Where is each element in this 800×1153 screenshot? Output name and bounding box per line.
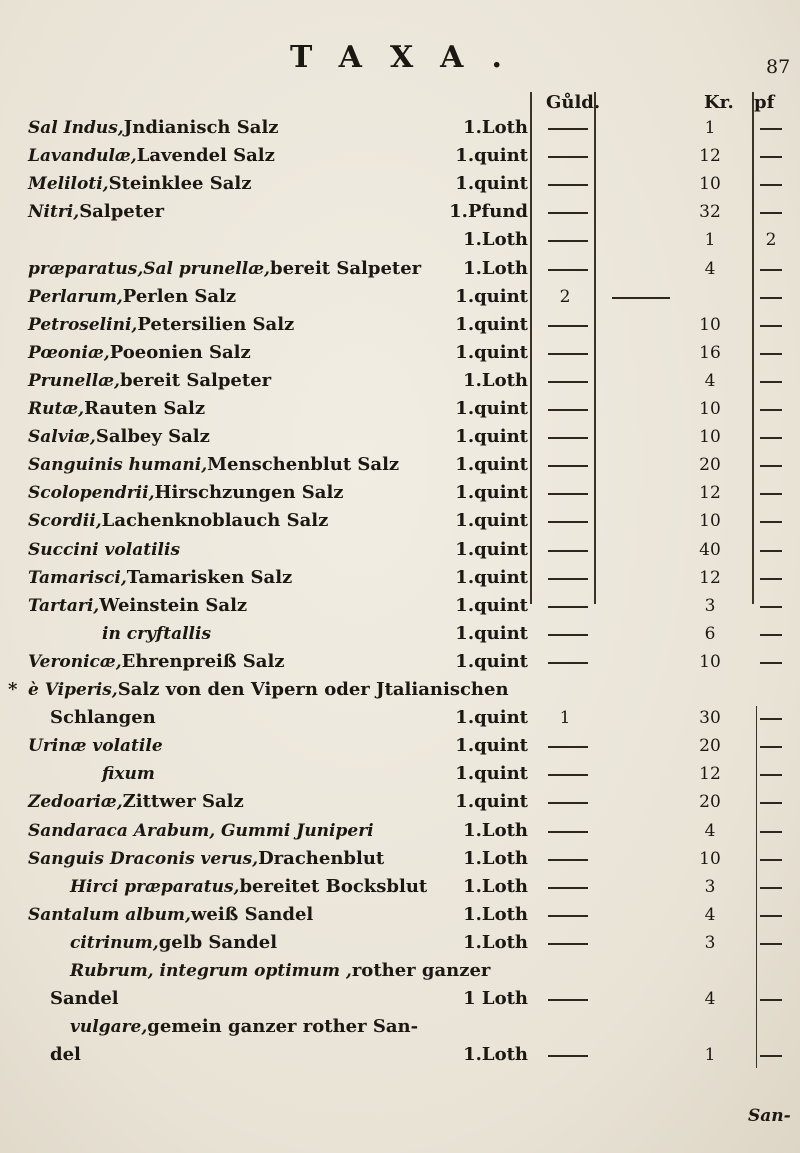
- blank-dash: [760, 550, 782, 552]
- latin-name: Perlarum,: [28, 286, 123, 307]
- kreuzer-value: 4: [704, 820, 716, 841]
- column-header-kreuzer: Kr.: [704, 92, 734, 113]
- blank-dash: [760, 325, 782, 327]
- latin-name: Tamarisci,: [28, 567, 127, 588]
- latin-name: Salviæ,: [28, 427, 96, 448]
- kreuzer-value: 12: [699, 483, 721, 504]
- table-row: [0, 285, 800, 309]
- kreuzer-value: 10: [699, 511, 721, 532]
- entry-name: [28, 369, 271, 393]
- entry-name: [28, 425, 210, 449]
- quantity: 1.Loth: [463, 1044, 528, 1066]
- latin-name: Rubrum, integrum optimum ,: [70, 961, 352, 981]
- table-row: [0, 959, 800, 983]
- german-name: Ehrenpreiß Salz: [121, 650, 285, 672]
- latin-name: Scordii,: [28, 511, 102, 532]
- quantity: 1.quint: [455, 313, 528, 335]
- entry-name: [28, 903, 313, 927]
- latin-name: Pœoniæ,: [28, 342, 110, 363]
- german-name: weiß Sandel: [190, 903, 314, 925]
- table-row: [0, 903, 800, 927]
- german-name: Rauten Salz: [84, 398, 206, 419]
- table-row: [0, 369, 800, 393]
- german-name: Salpeter: [79, 201, 164, 223]
- blank-dash: [548, 156, 588, 158]
- latin-name: Santalum album,: [28, 904, 191, 925]
- entry-name: [50, 987, 119, 1011]
- table-row: [0, 257, 800, 281]
- entry-name: [28, 594, 247, 618]
- blank-dash: [548, 240, 588, 242]
- table-row: [0, 987, 800, 1011]
- asterisk-mark: *: [8, 679, 18, 700]
- kreuzer-value: 3: [704, 932, 716, 953]
- blank-dash: [760, 802, 782, 804]
- blank-dash: [760, 269, 782, 271]
- table-row: [0, 453, 800, 477]
- entry-name: [28, 790, 244, 814]
- quantity: 1.quint: [455, 341, 528, 363]
- kreuzer-value: 10: [699, 651, 721, 672]
- blank-dash: [760, 634, 782, 636]
- table-row: [0, 228, 800, 252]
- entry-name: [70, 875, 427, 899]
- latin-name: Nitri,: [28, 202, 80, 223]
- table-row: [0, 594, 800, 618]
- kreuzer-value: 10: [699, 314, 721, 335]
- page-number: 87: [766, 56, 791, 78]
- entry-name: [28, 847, 384, 871]
- table-row: [0, 172, 800, 196]
- kreuzer-value: 10: [699, 399, 721, 419]
- kreuzer-value: 3: [704, 876, 716, 897]
- latin-name: Succini volatilis: [28, 539, 181, 560]
- german-name: Sandel: [50, 988, 119, 1010]
- entry-name: [50, 706, 156, 730]
- blank-dash: [760, 606, 782, 608]
- german-name: gelb Sandel: [158, 931, 278, 953]
- entry-name: [28, 509, 328, 533]
- german-name: Schlangen: [50, 707, 156, 729]
- entry-name: [70, 1015, 418, 1039]
- blank-dash: [548, 437, 588, 439]
- quantity: 1.quint: [455, 173, 528, 195]
- quantity: 1.Loth: [463, 229, 528, 251]
- blank-dash: [760, 831, 782, 833]
- blank-dash: [548, 746, 588, 748]
- kreuzer-value: 10: [699, 174, 721, 195]
- kreuzer-value: 32: [699, 202, 721, 223]
- kreuzer-value: 10: [699, 427, 721, 448]
- blank-dash: [548, 184, 588, 186]
- pfennig-value: 2: [765, 230, 777, 251]
- quantity: 1 Loth: [463, 988, 528, 1010]
- latin-name: Petroselini,: [28, 314, 138, 335]
- latin-name: Meliloti,: [28, 174, 109, 195]
- quantity: 1.quint: [455, 707, 528, 729]
- german-name: bereitet Bocksblut: [239, 875, 428, 897]
- german-name: Menschenblut Salz: [207, 454, 400, 476]
- german-name: Zittwer Salz: [122, 791, 244, 813]
- entry-name: [70, 959, 490, 983]
- blank-dash: [760, 521, 782, 523]
- entry-name: [28, 397, 205, 421]
- latin-name: vulgare,: [70, 1017, 148, 1038]
- quantity: 1.quint: [455, 594, 528, 616]
- kreuzer-value: 4: [704, 904, 716, 925]
- german-name: Tamarisken Salz: [126, 566, 293, 588]
- blank-dash: [548, 325, 588, 327]
- entry-name: [28, 200, 164, 224]
- quantity: 1.Pfund: [449, 201, 528, 223]
- latin-name: Scolopendrii,: [28, 483, 155, 504]
- table-row: [0, 481, 800, 505]
- german-name: rother ganzer: [351, 960, 491, 981]
- latin-name: fixum: [102, 764, 155, 785]
- blank-dash: [548, 128, 588, 130]
- table-row: [0, 819, 800, 843]
- kreuzer-value: 12: [699, 146, 721, 167]
- quantity: 1.quint: [455, 566, 528, 588]
- latin-name: Rutæ,: [28, 399, 85, 419]
- table-row: [0, 622, 800, 646]
- latin-name: Hirci præparatus,: [70, 876, 240, 897]
- blank-dash: [548, 578, 588, 580]
- table-row: [0, 116, 800, 140]
- table-row: [0, 144, 800, 168]
- blank-dash: [548, 465, 588, 467]
- column-header-pfennig: pf: [754, 92, 775, 113]
- blank-dash: [548, 550, 588, 552]
- latin-name: præparatus,Sal prunellæ,: [28, 258, 270, 279]
- entry-name: [28, 285, 236, 309]
- table-row: [0, 847, 800, 871]
- entry-name: [28, 678, 509, 702]
- quantity: 1.quint: [455, 650, 528, 672]
- blank-dash: [760, 381, 782, 383]
- quantity: 1.quint: [455, 538, 528, 560]
- entry-name: [28, 819, 374, 843]
- entry-name: [102, 762, 155, 786]
- table-row: [0, 313, 800, 337]
- blank-dash: [760, 212, 782, 214]
- latin-name: in cryftallis: [102, 623, 212, 644]
- blank-dash: [548, 493, 588, 495]
- table-row: [0, 425, 800, 449]
- blank-dash: [760, 887, 782, 889]
- blank-dash: [548, 634, 588, 636]
- blank-dash: [760, 128, 782, 130]
- quantity: 1.Loth: [463, 117, 528, 138]
- kreuzer-value: 4: [704, 370, 716, 391]
- kreuzer-value: 1: [704, 118, 716, 138]
- german-name: gemein ganzer rother San-: [147, 1016, 419, 1038]
- blank-dash: [760, 1055, 782, 1057]
- kreuzer-value: 4: [704, 989, 716, 1010]
- kreuzer-value: 40: [699, 539, 721, 560]
- table-row: [0, 706, 800, 730]
- quantity: 1.Loth: [463, 369, 528, 391]
- blank-dash: [548, 802, 588, 804]
- quantity: 1.quint: [455, 145, 528, 167]
- gulden-value: 2: [559, 286, 571, 307]
- blank-dash: [760, 662, 782, 664]
- blank-dash: [548, 381, 588, 383]
- kreuzer-value: 3: [704, 595, 716, 616]
- entry-name: [28, 257, 421, 281]
- blank-dash: [760, 746, 782, 748]
- blank-dash: [548, 521, 588, 523]
- kreuzer-value: 4: [704, 258, 716, 279]
- quantity: 1.quint: [455, 454, 528, 476]
- blank-dash: [548, 774, 588, 776]
- kreuzer-value: 20: [699, 792, 721, 813]
- column-header-gulden: Gůld.: [546, 92, 601, 113]
- latin-name: Urinæ volatile: [28, 736, 163, 757]
- blank-dash: [760, 578, 782, 580]
- kreuzer-value: 6: [704, 623, 716, 644]
- quantity: 1.quint: [455, 791, 528, 813]
- german-name: del: [50, 1044, 81, 1066]
- blank-dash: [548, 887, 588, 889]
- table-row: [0, 341, 800, 365]
- german-name: Lavendel Salz: [136, 145, 275, 167]
- latin-name: Zedoariæ,: [28, 792, 123, 813]
- blank-dash: [760, 718, 782, 720]
- blank-dash: [548, 831, 588, 833]
- entry-name: [28, 650, 285, 674]
- blank-dash: [548, 1055, 588, 1057]
- german-name: Perlen Salz: [122, 285, 237, 307]
- german-name: Hirschzungen Salz: [154, 482, 344, 504]
- entry-name: [28, 481, 344, 505]
- german-name: bereit Salpeter: [269, 257, 422, 279]
- kreuzer-value: 16: [699, 342, 721, 363]
- latin-name: Sandaraca Arabum, Gummi Juniperi: [28, 820, 374, 841]
- blank-dash: [548, 353, 588, 355]
- blank-dash: [760, 353, 782, 355]
- kreuzer-value: 1: [704, 1045, 716, 1066]
- blank-dash: [548, 606, 588, 608]
- blank-dash: [548, 915, 588, 917]
- latin-name: citrinum,: [70, 932, 159, 953]
- blank-dash: [760, 915, 782, 917]
- german-name: Lachenknoblauch Salz: [101, 510, 329, 532]
- blank-dash: [612, 297, 670, 299]
- blank-dash: [548, 999, 588, 1001]
- latin-name: Sal Indus,: [28, 118, 124, 138]
- german-name: bereit Salpeter: [119, 369, 272, 391]
- blank-dash: [548, 662, 588, 664]
- blank-dash: [760, 859, 782, 861]
- kreuzer-value: 12: [699, 567, 721, 588]
- table-row: [0, 790, 800, 814]
- latin-name: è Viperis,: [28, 680, 118, 700]
- kreuzer-value: 10: [699, 848, 721, 869]
- blank-dash: [548, 859, 588, 861]
- blank-dash: [760, 409, 782, 411]
- quantity: 1.quint: [455, 622, 528, 644]
- quantity: 1.quint: [455, 285, 528, 307]
- table-row: [0, 397, 800, 421]
- entry-name: [28, 313, 294, 337]
- table-row: [0, 509, 800, 533]
- quantity: 1.Loth: [463, 257, 528, 279]
- quantity: 1.quint: [455, 398, 528, 419]
- table-row: [0, 538, 800, 562]
- kreuzer-value: 30: [699, 708, 721, 729]
- blank-dash: [548, 409, 588, 411]
- table-row: [0, 566, 800, 590]
- quantity: 1.quint: [455, 735, 528, 757]
- quantity: 1.quint: [455, 510, 528, 532]
- quantity: 1.Loth: [463, 847, 528, 869]
- blank-dash: [760, 943, 782, 945]
- entry-name: [102, 622, 211, 646]
- german-name: Weinstein Salz: [99, 594, 248, 616]
- entry-name: [50, 1043, 81, 1067]
- latin-name: Tartari,: [28, 595, 100, 616]
- entry-name: [28, 144, 275, 168]
- blank-dash: [548, 212, 588, 214]
- quantity: 1.quint: [455, 482, 528, 504]
- quantity: 1.quint: [455, 763, 528, 785]
- table-row: [0, 200, 800, 224]
- blank-dash: [548, 943, 588, 945]
- blank-dash: [760, 184, 782, 186]
- german-name: Steinklee Salz: [108, 173, 252, 195]
- entry-name: [28, 538, 180, 562]
- entry-name: [28, 734, 163, 758]
- entry-name: [28, 566, 292, 590]
- catchword: San-: [748, 1106, 791, 1126]
- latin-name: Veronicæ,: [28, 651, 122, 672]
- entry-name: [70, 931, 277, 955]
- german-name: Jndianisch Salz: [123, 117, 279, 138]
- german-name: Poeonien Salz: [109, 341, 251, 363]
- blank-dash: [760, 297, 782, 299]
- quantity: 1.Loth: [463, 931, 528, 953]
- kreuzer-value: 20: [699, 736, 721, 757]
- page-title: TAXA.: [290, 40, 530, 75]
- entry-name: [28, 341, 251, 365]
- quantity: 1.quint: [455, 426, 528, 448]
- table-row: [0, 762, 800, 786]
- latin-name: Sanguinis humani,: [28, 455, 208, 476]
- german-name: Drachenblut: [258, 847, 385, 869]
- entry-name: [28, 172, 251, 196]
- table-row: [0, 1043, 800, 1067]
- entry-name: [28, 116, 279, 140]
- table-row: [0, 678, 800, 702]
- blank-dash: [760, 999, 782, 1001]
- quantity: 1.Loth: [463, 903, 528, 925]
- table-row: [0, 875, 800, 899]
- kreuzer-value: 20: [699, 455, 721, 476]
- table-row: [0, 1015, 800, 1039]
- table-row: [0, 931, 800, 955]
- blank-dash: [760, 156, 782, 158]
- latin-name: Sanguis Draconis verus,: [28, 848, 259, 869]
- blank-dash: [760, 465, 782, 467]
- blank-dash: [760, 493, 782, 495]
- blank-dash: [548, 269, 588, 271]
- blank-dash: [760, 774, 782, 776]
- latin-name: Prunellæ,: [28, 370, 120, 391]
- kreuzer-value: 1: [704, 230, 716, 251]
- kreuzer-value: 12: [699, 764, 721, 785]
- table-row: [0, 650, 800, 674]
- table-row: [0, 734, 800, 758]
- blank-dash: [760, 437, 782, 439]
- quantity: 1.Loth: [463, 875, 528, 897]
- german-name: Salbey Salz: [95, 426, 210, 448]
- german-name: Petersilien Salz: [137, 313, 295, 335]
- entry-name: [28, 453, 399, 477]
- gulden-value: 1: [559, 708, 571, 729]
- quantity: 1.Loth: [463, 819, 528, 841]
- latin-name: Lavandulæ,: [28, 146, 137, 167]
- german-name: Salz von den Vipern oder Jtalianischen: [117, 679, 509, 700]
